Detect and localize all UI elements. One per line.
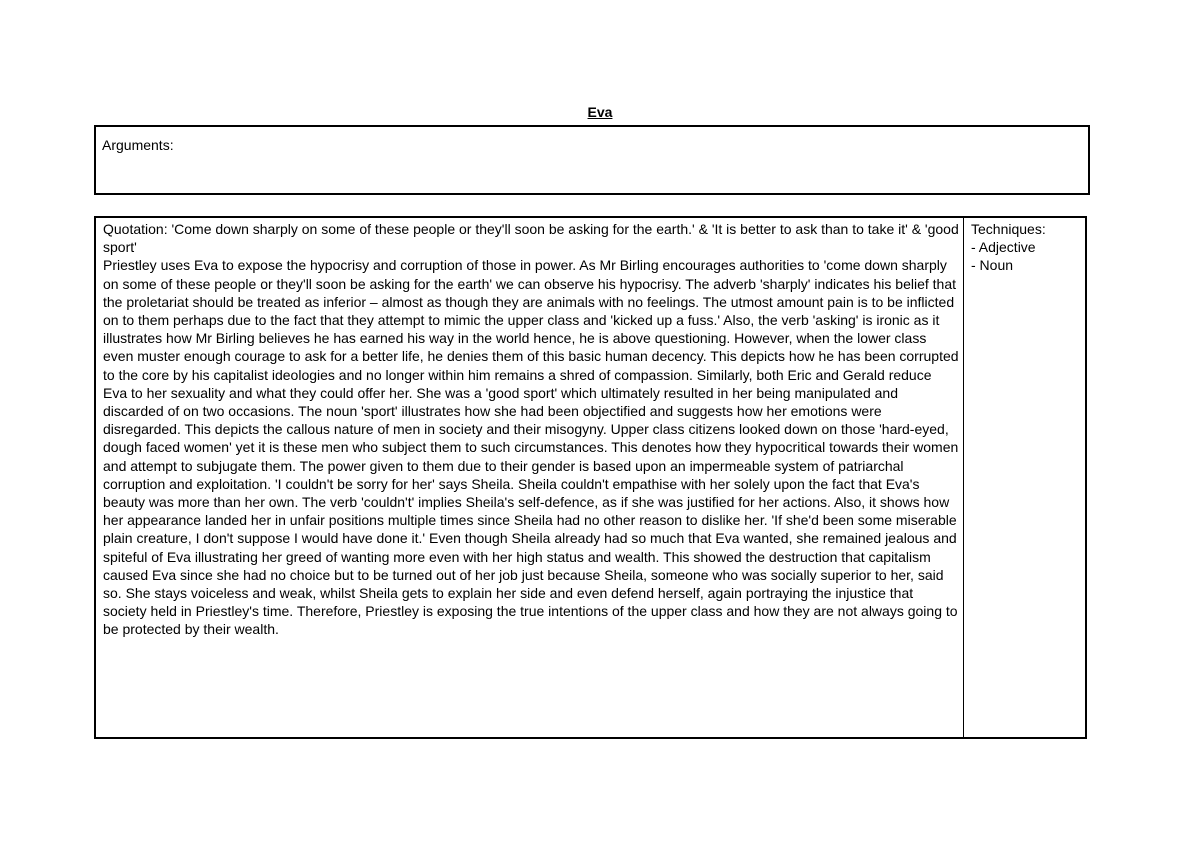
analysis-cell	[96, 218, 964, 737]
technique-item-noun: - Noun	[971, 257, 1014, 274]
technique-item-adjective: - Adjective	[971, 239, 1036, 256]
page-title: Eva	[587, 104, 613, 120]
arguments-box	[94, 125, 1090, 195]
techniques-label: Techniques:	[971, 221, 1046, 237]
analysis-paragraph: Priestley uses Eva to expose the hypocrisy and corruption of those in power. As Mr Birling encourages authorities to 'come down sharply on some of these people or they'll soon be asking for the earth' we can observe his hypocrisy. The adverb 'sharply' indicates his belief that the proletariat should be treated as inferior – almost as though they are animals with no feelings. The utmost amount pain is to be inflicted on to them perhaps due to the fact that they attempt to mimic the upper class and 'kicked up a fuss.' Also, the verb 'asking' is ironic as it illustrates how Mr Birling believes he has earned his way in the world hence, he is above questioning. However, when the lower class even muster enough courage to ask for a better life, he denies them of this basic human decency. This depicts how he has been corrupted to the core by his capitalist ideologies and no longer within him remains a shred of compassion. Similarly, both Eric and Gerald reduce Eva to her sexuality and what they could offer her. She was a 'good sport' which ultimately resulted in her being manipulated and discarded of on two occasions. The noun 'sport' illustrates how she had been objectified and suggests how her emotions were disregarded. This depicts the callous nature of men in society and their misogyny. Upper class citizens looked down on those 'hard-eyed, dough faced women' yet it is these men who subject them to such circumstances. This denotes how they hypocritical towards their women and attempt to subjugate them. The power given to them due to their gender is based upon an impermeable system of patriarchal corruption and exploitation. 'I couldn't be sorry for her' says Sheila. Sheila couldn't empathise with her solely upon the fact that Eva's beauty was more than her own. The verb 'couldn't' implies Sheila's self-defence, as if she was justified for her actions. Also, it shows how her appearance landed her in unfair positions multiple times since Sheila had no other reason to dislike her. 'If she'd been some miserable plain creature, I don't suppose I would have done it.' Even though Sheila already had so much that Eva wanted, she remained jealous and spiteful of Eva illustrating her greed of wanting more even with her high status and wealth. This showed the destruction that capitalism caused Eva since she had no choice but to be turned out of her job just because Sheila, someone who was socially superior to her, said so. She stays voiceless and weak, whilst Sheila gets to explain her side and even defend herself, again portraying the injustice that society held in Priestley's time. Therefore, Priestley is exposing the true intentions of the upper class and how they are not always going to be protected by their wealth.	[103, 257, 959, 638]
techniques-cell	[964, 218, 1085, 739]
quotation-text: Quotation: 'Come down sharply on some of these people or they'll soon be asking for the earth.' & 'It is better to ask than to take it' & 'good sport'	[103, 221, 959, 256]
arguments-label: Arguments:	[102, 137, 174, 153]
analysis-table	[94, 216, 1087, 739]
